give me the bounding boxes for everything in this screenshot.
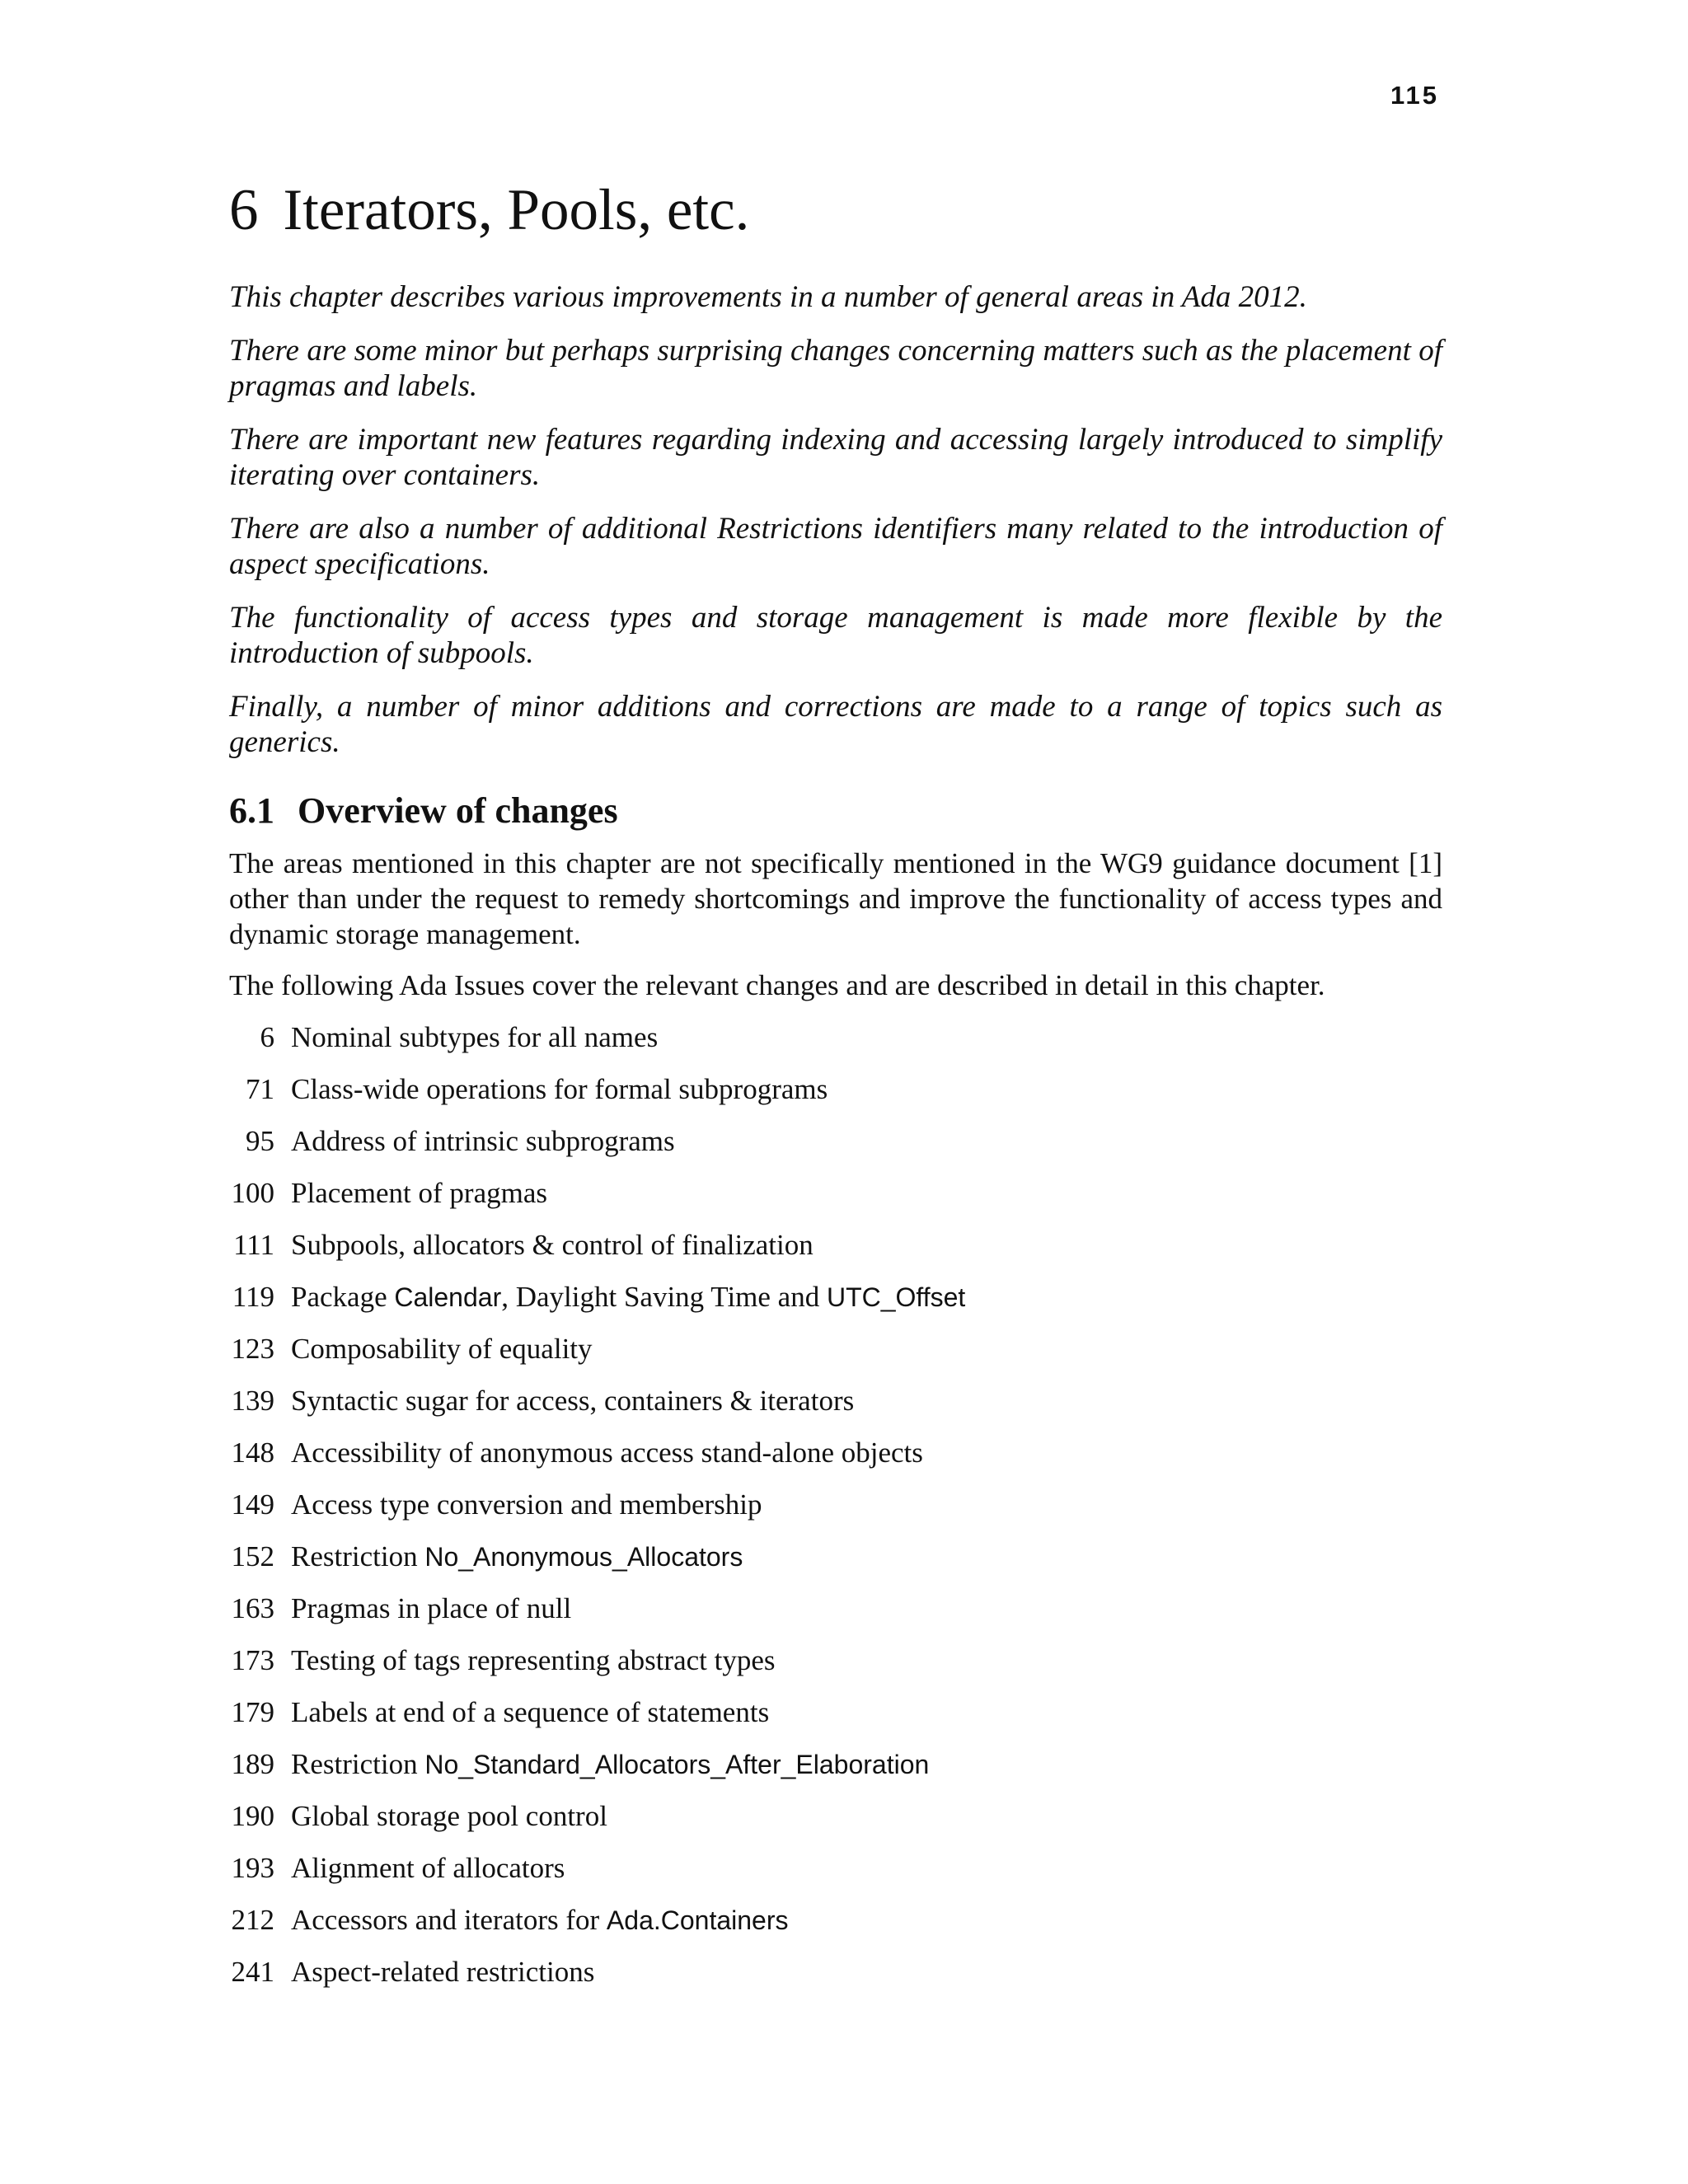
issue-title: Access type conversion and membership xyxy=(291,1488,762,1521)
intro-paragraph: There are some minor but perhaps surprising changes concerning matters such as the placement of pragmas and labels. xyxy=(229,334,1442,403)
issue-title-text: Package xyxy=(291,1281,395,1313)
issue-number: 95 xyxy=(246,1125,274,1157)
ada-issue-item xyxy=(229,1686,1442,1738)
intro-paragraph: The functionality of access types and storage management is made more flexible by the introduction of subpools. xyxy=(229,601,1442,670)
ada-issue-item xyxy=(229,1582,1442,1634)
ada-issue-item xyxy=(229,1479,1442,1530)
issue-number: 111 xyxy=(233,1229,274,1261)
issue-title: Accessibility of anonymous access stand-alone objects xyxy=(291,1436,923,1469)
chapter-title xyxy=(229,169,1442,255)
ada-issue-item xyxy=(229,1427,1442,1479)
issue-title: Labels at end of a sequence of statements xyxy=(291,1696,770,1728)
section-paragraph: The areas mentioned in this chapter are not specifically mentioned in the WG9 guidance document [1] other than under the request to remedy shortcomings and improve the functionality of access types and dynamic storage management. xyxy=(229,847,1442,950)
ada-issue-item xyxy=(229,1271,1442,1323)
issue-number: 212 xyxy=(231,1904,274,1936)
issue-title xyxy=(291,1530,743,1582)
issue-code-term: No_Anonymous_Allocators xyxy=(424,1542,743,1572)
issue-number: 123 xyxy=(231,1333,274,1365)
ada-issue-item xyxy=(229,1375,1442,1427)
section-title: Overview of changes xyxy=(298,790,618,831)
issue-number: 139 xyxy=(231,1385,274,1417)
issue-title: Subpools, allocators & control of finalization xyxy=(291,1229,814,1261)
intro-paragraph: There are important new features regarding indexing and accessing largely introduced to simplify iterating over containers. xyxy=(229,423,1442,492)
ada-issue-item xyxy=(229,1842,1442,1894)
intro-paragraph: There are also a number of additional Restrictions identifiers many related to the introduction of aspect specifications. xyxy=(229,512,1442,581)
issue-title-text: Restriction xyxy=(291,1540,425,1572)
issue-title-text: , Daylight Saving Time and xyxy=(501,1281,827,1313)
issue-title: Testing of tags representing abstract types xyxy=(291,1644,776,1676)
issue-title xyxy=(291,1738,929,1790)
ada-issue-item xyxy=(229,1530,1442,1582)
chapter-number: 6 xyxy=(229,178,259,242)
issue-title xyxy=(291,1271,965,1323)
ada-issue-item xyxy=(229,1946,1442,1998)
ada-issue-item xyxy=(229,1790,1442,1842)
issue-title: Syntactic sugar for access, containers & iterators xyxy=(291,1385,855,1417)
issue-code-term: No_Standard_Allocators_After_Elaboration xyxy=(424,1750,930,1779)
ada-issue-item xyxy=(229,1219,1442,1271)
issue-number: 6 xyxy=(260,1021,274,1053)
issue-title: Placement of pragmas xyxy=(291,1177,548,1209)
issue-number: 190 xyxy=(231,1800,274,1832)
ada-issue-item xyxy=(229,1011,1442,1063)
issue-title: Address of intrinsic subprograms xyxy=(291,1125,675,1157)
section-number: 6.1 xyxy=(229,790,274,831)
issue-number: 163 xyxy=(231,1592,274,1624)
intro-paragraph: This chapter describes various improvements in a number of general areas in Ada 2012. xyxy=(229,280,1307,314)
ada-issue-item xyxy=(229,1894,1442,1946)
issue-number: 189 xyxy=(231,1748,274,1780)
chapter-intro xyxy=(229,279,1442,760)
issue-number: 71 xyxy=(246,1073,274,1105)
issue-title: Global storage pool control xyxy=(291,1800,607,1832)
issue-title-text: Accessors and iterators for xyxy=(291,1904,607,1936)
issue-code-term: UTC_Offset xyxy=(826,1282,966,1312)
issue-title: Aspect-related restrictions xyxy=(291,1956,595,1988)
issue-title-text: Restriction xyxy=(291,1748,425,1780)
issue-number: 148 xyxy=(231,1436,274,1469)
issue-number: 193 xyxy=(231,1852,274,1884)
issue-title: Composability of equality xyxy=(291,1333,593,1365)
ada-issue-item xyxy=(229,1323,1442,1375)
issue-number: 179 xyxy=(231,1696,274,1728)
chapter-title-text: Iterators, Pools, etc. xyxy=(283,178,750,242)
ada-issues-list xyxy=(229,1011,1442,1998)
section-heading xyxy=(229,785,1442,837)
issue-title: Class-wide operations for formal subprograms xyxy=(291,1073,828,1105)
issue-number: 149 xyxy=(231,1488,274,1521)
issue-code-term: Calendar xyxy=(394,1282,502,1312)
section-paragraph: The following Ada Issues cover the relevant changes and are described in detail in this chapter. xyxy=(229,969,1325,1001)
ada-issue-item xyxy=(229,1167,1442,1219)
issue-title: Alignment of allocators xyxy=(291,1852,565,1884)
issue-code-term: Ada.Containers xyxy=(606,1905,789,1935)
issue-number: 173 xyxy=(231,1644,274,1676)
ada-issue-item xyxy=(229,1738,1442,1790)
issue-number: 152 xyxy=(231,1540,274,1572)
ada-issue-item xyxy=(229,1634,1442,1686)
intro-paragraph: Finally, a number of minor additions and corrections are made to a range of topics such as generics. xyxy=(229,690,1442,759)
issue-title: Pragmas in place of null xyxy=(291,1592,572,1624)
page-content xyxy=(229,169,1442,1998)
issue-title: Nominal subtypes for all names xyxy=(291,1021,659,1053)
issue-number: 241 xyxy=(231,1956,274,1988)
page-number: 115 xyxy=(1390,81,1439,110)
issue-number: 100 xyxy=(231,1177,274,1209)
issue-title xyxy=(291,1894,789,1946)
ada-issue-item xyxy=(229,1063,1442,1115)
ada-issue-item xyxy=(229,1115,1442,1167)
issue-number: 119 xyxy=(232,1281,274,1313)
